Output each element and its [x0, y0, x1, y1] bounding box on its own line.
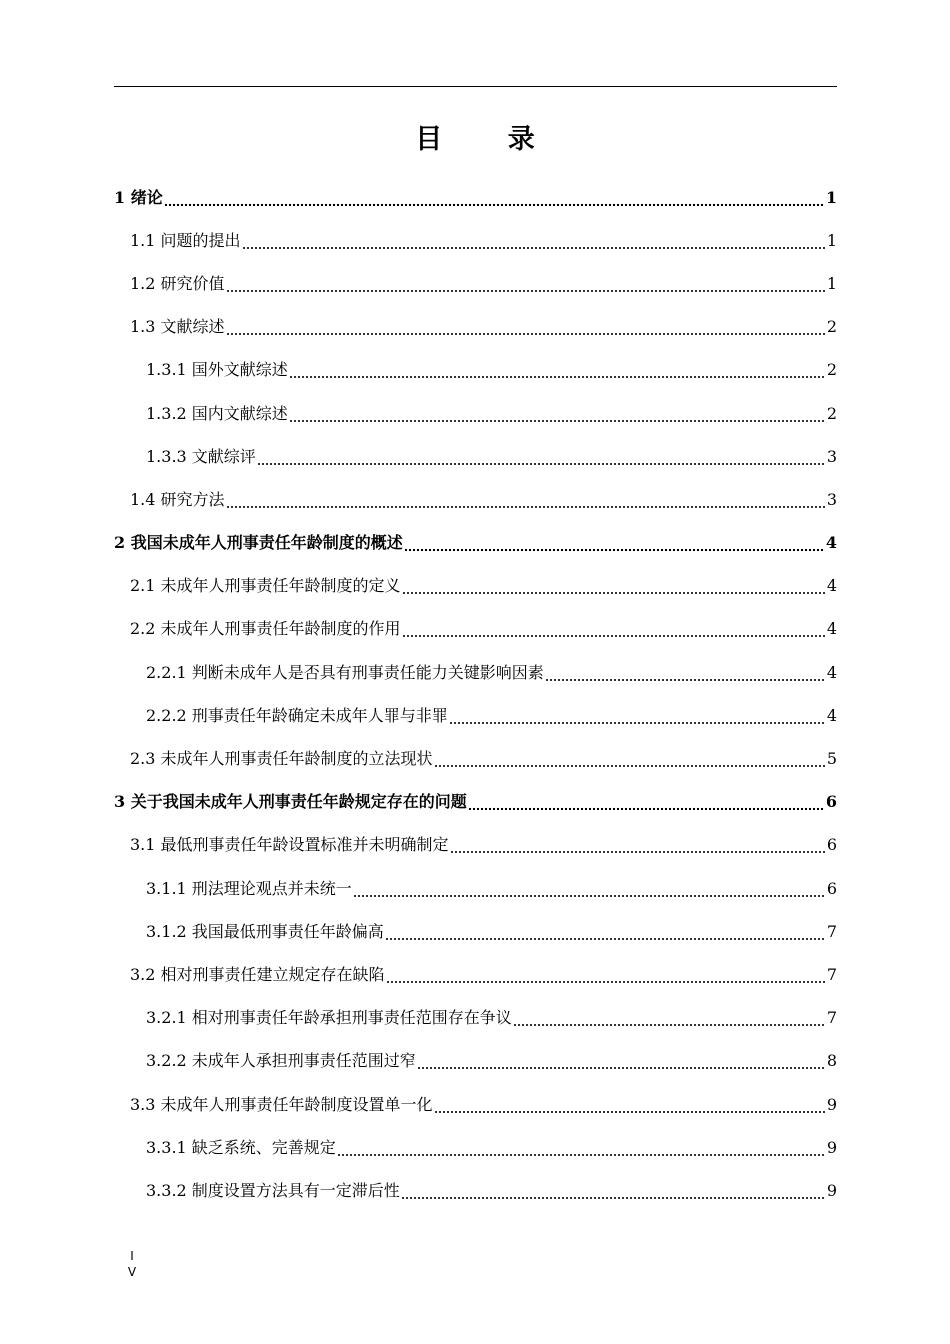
toc-entry-page: 6	[826, 878, 837, 898]
toc-entry[interactable]	[114, 176, 837, 219]
toc-entry-label: 3.1.2 我国最低刑事责任年龄偏高	[146, 921, 384, 941]
toc-entry-page: 7	[826, 964, 837, 984]
toc-entry[interactable]	[114, 478, 837, 521]
toc-dot-leader	[404, 533, 825, 553]
toc-entry[interactable]	[114, 1040, 837, 1083]
toc-dot-leader	[385, 922, 826, 942]
toc-entry-label: 2.1 未成年人刑事责任年龄制度的定义	[130, 576, 401, 596]
toc-entry[interactable]	[114, 997, 837, 1040]
toc-entry[interactable]	[114, 565, 837, 608]
toc-dot-leader	[401, 1181, 826, 1201]
toc-entry-page: 3	[826, 446, 837, 466]
page-title: 目 录	[415, 124, 563, 155]
toc-entry-page: 6	[825, 792, 837, 812]
toc-entry-page: 4	[826, 662, 837, 682]
toc-entry-label: 1 绪论	[114, 187, 163, 207]
toc-dot-leader	[353, 879, 826, 899]
toc-entry-page: 9	[826, 1180, 837, 1200]
toc-entry-page: 4	[825, 533, 837, 553]
toc-entry[interactable]	[114, 824, 837, 867]
toc-dot-leader	[545, 663, 826, 683]
toc-dot-leader	[289, 404, 826, 424]
toc-entry-label: 2.2.2 刑事责任年龄确定未成年人罪与非罪	[146, 705, 448, 725]
toc-dot-leader	[289, 360, 826, 380]
toc-entry-page: 1	[826, 230, 837, 250]
toc-entry[interactable]	[114, 608, 837, 651]
toc-dot-leader	[226, 274, 826, 294]
toc-entry[interactable]	[114, 349, 837, 392]
toc-entry-label: 3.1 最低刑事责任年龄设置标准并未明确制定	[130, 835, 449, 855]
toc-dot-leader	[386, 965, 826, 985]
toc-entry-label: 1.3.3 文献综评	[146, 446, 256, 466]
toc-entry-label: 1.3.1 国外文献综述	[146, 360, 288, 380]
toc-entry-label: 3.3 未成年人刑事责任年龄制度设置单一化	[130, 1094, 433, 1114]
toc-entry-label: 2 我国未成年人刑事责任年龄制度的概述	[114, 533, 403, 553]
toc-entry-label: 1.4 研究方法	[130, 489, 225, 509]
toc-entry[interactable]	[114, 522, 837, 565]
toc-dot-leader	[468, 792, 825, 812]
toc-entry-label: 1.3.2 国内文献综述	[146, 403, 288, 423]
toc-entry-label: 1.2 研究价值	[130, 273, 225, 293]
header-rule	[114, 86, 837, 87]
toc-entry-page: 5	[826, 749, 837, 769]
toc-entry-page: 9	[826, 1094, 837, 1114]
toc-entry[interactable]	[114, 219, 837, 262]
toc-entry[interactable]	[114, 867, 837, 910]
toc-dot-leader	[434, 1095, 826, 1115]
toc-entry[interactable]	[114, 306, 837, 349]
toc-entry-page: 1	[825, 187, 837, 207]
toc-entry[interactable]	[114, 781, 837, 824]
toc-dot-leader	[257, 447, 826, 467]
toc-entry-page: 6	[826, 835, 837, 855]
toc-entry-label: 3.3.1 缺乏系统、完善规定	[146, 1137, 336, 1157]
toc-entry-page: 7	[826, 1008, 837, 1028]
toc-entry[interactable]	[114, 262, 837, 305]
toc-entry-label: 2.2 未成年人刑事责任年龄制度的作用	[130, 619, 401, 639]
toc-entry[interactable]	[114, 953, 837, 996]
toc-entry-page: 1	[826, 273, 837, 293]
toc-entry-page: 9	[826, 1137, 837, 1157]
toc-dot-leader	[417, 1051, 826, 1071]
toc-dot-leader	[449, 706, 826, 726]
toc-entry-page: 4	[826, 576, 837, 596]
toc-entry-label: 3.2 相对刑事责任建立规定存在缺陷	[130, 964, 385, 984]
toc-dot-leader	[226, 490, 826, 510]
toc-entry[interactable]	[114, 392, 837, 435]
toc-entry[interactable]	[114, 1083, 837, 1126]
toc-entry[interactable]	[114, 910, 837, 953]
toc-entry-label: 1.3 文献综述	[130, 317, 225, 337]
toc-dot-leader	[242, 231, 826, 251]
toc-dot-leader	[337, 1138, 826, 1158]
toc-entry-page: 4	[826, 705, 837, 725]
toc-entry[interactable]	[114, 737, 837, 780]
toc-entry-page: 3	[826, 489, 837, 509]
toc-entry-page: 4	[826, 619, 837, 639]
toc-entry[interactable]	[114, 694, 837, 737]
toc-entry-label: 1.1 问题的提出	[130, 230, 241, 250]
toc-entry-page: 7	[826, 921, 837, 941]
toc-entry[interactable]	[114, 1126, 837, 1169]
toc-entry-page: 8	[826, 1051, 837, 1071]
page-number-line-1: I	[130, 1249, 134, 1263]
page-number-line-2: V	[127, 1265, 137, 1279]
toc-dot-leader	[226, 317, 826, 337]
page-number	[126, 1248, 138, 1280]
toc-entry-label: 2.3 未成年人刑事责任年龄制度的立法现状	[130, 749, 433, 769]
toc-entry-label: 3.2.2 未成年人承担刑事责任范围过窄	[146, 1051, 416, 1071]
toc-entry-page: 2	[826, 403, 837, 423]
toc-entry-label: 3.1.1 刑法理论观点并未统一	[146, 878, 352, 898]
toc-entry-label: 2.2.1 判断未成年人是否具有刑事责任能力关键影响因素	[146, 662, 544, 682]
toc-entry-page: 2	[826, 360, 837, 380]
toc-dot-leader	[402, 619, 826, 639]
toc-dot-leader	[513, 1008, 826, 1028]
toc-dot-leader	[434, 749, 826, 769]
table-of-contents	[114, 176, 837, 1213]
toc-entry-label: 3 关于我国未成年人刑事责任年龄规定存在的问题	[114, 792, 467, 812]
toc-entry-page: 2	[826, 317, 837, 337]
toc-entry[interactable]	[114, 435, 837, 478]
toc-entry-label: 3.2.1 相对刑事责任年龄承担刑事责任范围存在争议	[146, 1008, 512, 1028]
toc-dot-leader	[402, 576, 826, 596]
toc-entry-label: 3.3.2 制度设置方法具有一定滞后性	[146, 1180, 400, 1200]
toc-entry[interactable]	[114, 651, 837, 694]
toc-entry[interactable]	[114, 1169, 837, 1212]
toc-dot-leader	[164, 188, 825, 208]
toc-dot-leader	[450, 835, 826, 855]
